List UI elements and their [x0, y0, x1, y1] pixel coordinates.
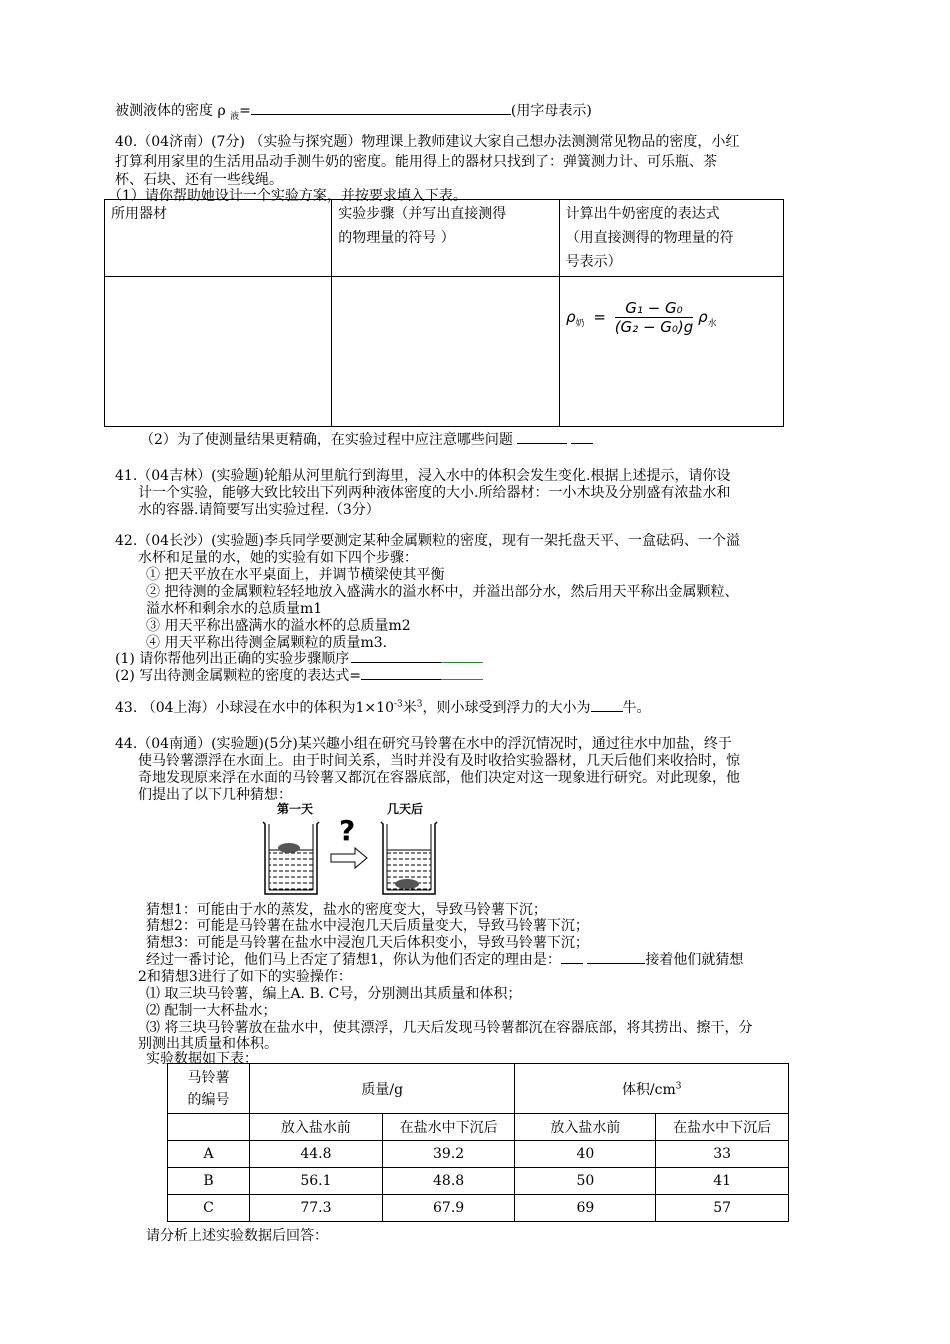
reason-blank1[interactable] [561, 963, 583, 964]
th-id [168, 1064, 250, 1114]
q42-step1: ① 把天平放在水平桌面上，并调节横梁使其平衡 [146, 567, 445, 583]
guess2: 猜想2：可能是马铃薯在盐水中浸泡几天后质量变大，导致马铃薯下沉； [146, 918, 589, 934]
reason-blank2[interactable] [587, 963, 645, 964]
eq: = [239, 103, 251, 119]
h2a: 实验步骤（并写出直接测得 [338, 206, 507, 222]
th-id1: 马铃薯 [187, 1069, 230, 1086]
cell: 33 [656, 1141, 789, 1168]
beaker-right [381, 822, 437, 894]
cell-equipment[interactable] [105, 277, 332, 427]
expr-blank[interactable] [361, 679, 441, 680]
h2b: 的物理量的符号 ） [338, 230, 455, 246]
potato-data-table [167, 1063, 789, 1222]
q42-step2: ② 把待测的金属颗粒轻轻地放入盛满水的溢水杯中，并溢出部分水，然后用天平称出金属颗粒、 [146, 584, 739, 600]
q43 [115, 697, 651, 717]
rho-water-sub: 水 [707, 319, 717, 329]
q43-sup2: 3 [416, 699, 423, 710]
cell: B [168, 1168, 250, 1195]
q43-unit: 牛。 [622, 700, 651, 716]
q42-line1: 42.（04长沙）(实验题)李兵同学要测定某种金属颗粒的密度，现有一架托盘天平、一盒砝码、一个溢 [115, 533, 741, 549]
h3b: （用直接测得的物理量的符 [565, 230, 734, 246]
guess3: 猜想3：可能是马铃薯在盐水中浸泡几天后体积变小，导致马铃薯下沉； [146, 935, 589, 951]
q44-line2: 使马铃薯漂浮在水面上。由于时间关系，当时并没有及时收拾实验器材，几天后他们来收拾时，惊 [138, 753, 740, 769]
q40-line3: 杯、石块、还有一些线绳。 [115, 172, 283, 188]
q40-line2: 打算利用家里的生活用品动手测牛奶的密度。能用得上的器材只找到了：弹簧测力计、可乐瓶、茶 [115, 154, 717, 170]
q42-ask2 [115, 665, 483, 685]
th-sub: 放入盐水前 [250, 1114, 383, 1141]
header-equipment [105, 200, 332, 277]
numerator: G₁ − G₀ [615, 299, 694, 318]
q43-mid: 米 [402, 700, 417, 716]
potato-beaker-figure [255, 800, 455, 900]
q44-line3: 奇地发现原来浮在水面的马铃薯又都沉在容器底部，他们决定对这一现象进行研究。对此现象，他 [138, 770, 740, 786]
cell: 50 [515, 1168, 656, 1195]
rho: ρ [566, 308, 576, 326]
q43-sup: -3 [393, 699, 403, 710]
question-mark: ? [339, 814, 356, 847]
fig-label-later: 几天后 [387, 802, 424, 816]
cell-steps[interactable] [332, 277, 559, 427]
table-row [168, 1168, 789, 1195]
potato-floating [278, 843, 300, 853]
q44-line1: 44.（04南通）(实验题)(5分)某兴趣小组在研究马铃薯在水中的浮沉情况时，通过往水中加盐，终于 [115, 736, 732, 752]
cell: A [168, 1141, 250, 1168]
th-mass: 质量/g [250, 1064, 515, 1114]
milk-density-formula: $\rho_奶$ = $\frac{\text{G₁ − G₀}}{\text{(G₂ − G₀)g}}$ $\rho_水$ [566, 299, 717, 336]
cell: 48.8 [382, 1168, 515, 1195]
h3a: 计算出牛奶密度的表达式 [565, 206, 720, 222]
th-vol-text: 体积/cm [621, 1081, 676, 1098]
order-blank[interactable] [351, 662, 441, 663]
arrow [331, 848, 367, 868]
header-expression [559, 200, 783, 277]
closing-line: 请分析上述实验数据后回答： [146, 1228, 328, 1244]
beaker-left [263, 822, 319, 894]
op2: ⑵ 配制一大杯盐水； [146, 1003, 277, 1019]
th-sub: 在盐水中下沉后 [656, 1114, 789, 1141]
th-id2: 的编号 [187, 1091, 230, 1108]
op3: ⑶ 将三块马铃薯放在盐水中，使其漂浮，几天后发现马铃薯都沉在容器底部，将其捞出、擦干，分 [146, 1020, 753, 1036]
table-row [168, 1141, 789, 1168]
ask2-text: (2) 写出待测金属颗粒的密度的表达式= [115, 668, 362, 684]
cell: 57 [656, 1195, 789, 1222]
q41-line1: 41.（04吉林）(实验题)轮船从河里航行到海里，浸入水中的体积会发生变化.根据上述提示，请你设 [115, 468, 731, 484]
cell: 41 [656, 1168, 789, 1195]
q41-line2: 计一个实验，能够大致比较出下列两种液体密度的大小.所给器材：一小木块及分别盛有浓盐水和 [138, 485, 731, 501]
rho-water: ρ [698, 308, 708, 326]
buoyancy-blank[interactable] [591, 711, 623, 712]
table-row [168, 1195, 789, 1222]
cell: C [168, 1195, 250, 1222]
line-text: 被测液体的密度 ρ [115, 103, 231, 119]
line-sub: 液 [230, 111, 240, 122]
table-caption: 实验数据如下表： [146, 1051, 258, 1067]
green-mark2 [441, 679, 483, 680]
q40-line1: 40.（04济南）(7分) （实验与探究题）物理课上教师建议大家自己想办法测测常见物品的密度，小红 [115, 134, 740, 150]
q41-line3: 水的容器.请简要写出实验过程.（3分） [138, 502, 380, 518]
potato-sunk [395, 879, 419, 889]
paren-note: (用字母表示) [510, 103, 592, 119]
d1-text: 经过一番讨论，他们马上否定了猜想1，你认为他们否定的理由是： [146, 952, 561, 968]
h1-text: 所用器材 [111, 206, 167, 222]
ask1-text: (1) 请你帮他列出正确的实验步骤顺序 [115, 651, 350, 667]
q42-step2b: 溢水杯和剩余水的总质量m1 [146, 601, 323, 617]
cell: 39.2 [382, 1141, 515, 1168]
q42-step4: ④ 用天平称出待测金属颗粒的质量m3. [146, 635, 388, 651]
green-mark [441, 662, 483, 663]
h3c: 号表示） [565, 254, 622, 270]
header-steps [332, 200, 559, 277]
q40-l5-text: （2）为了使测量结果更精确，在实验过程中应注意哪些问题 [140, 432, 513, 448]
th-sub: 在盐水中下沉后 [382, 1114, 515, 1141]
q44-line4: 们提出了以下几种猜想： [138, 787, 292, 803]
th-empty [168, 1114, 250, 1141]
op1: ⑴ 取三块马铃薯，编上A. B. C号，分别测出其质量和体积； [146, 986, 522, 1002]
density-answer-line [115, 100, 592, 122]
cell: 56.1 [250, 1168, 383, 1195]
th-vol-sup: 3 [675, 1080, 682, 1091]
blank2[interactable] [571, 443, 593, 444]
op3b: 别测出其质量和体积。 [138, 1036, 278, 1052]
q43-post: ，则小球受到浮力的大小为 [422, 700, 591, 716]
th-sub: 放入盐水前 [515, 1114, 656, 1141]
blank[interactable] [517, 443, 567, 444]
cell: 69 [515, 1195, 656, 1222]
q40-line4: （1）请你帮助她设计一个实验方案，并按要求填入下表。 [108, 188, 467, 204]
answer-blank[interactable] [251, 114, 511, 115]
q43-pre: 43. （04上海）小球浸在水中的体积为1×10 [115, 700, 394, 716]
cell: 40 [515, 1141, 656, 1168]
q40-line5 [140, 429, 593, 449]
discussion2: 2和猜想3进行了如下的实验操作： [138, 969, 352, 985]
fig-label-day1: 第一天 [277, 802, 314, 816]
cell: 44.8 [250, 1141, 383, 1168]
q42-step3: ③ 用天平称出盛满水的溢水杯的总质量m2 [146, 618, 411, 634]
cell: 67.9 [382, 1195, 515, 1222]
rho-sub: 奶 [575, 319, 585, 329]
d1b-text: 接着他们就猜想 [645, 952, 744, 968]
q42-line2: 水杯和足量的水，她的实验有如下四个步骤： [138, 550, 418, 566]
cell: 77.3 [250, 1195, 383, 1222]
beakers-svg [255, 814, 455, 900]
guess1: 猜想1：可能由于水的蒸发，盐水的密度变大，导致马铃薯下沉； [146, 902, 547, 918]
denominator: (G₂ − G₀)g [614, 318, 694, 336]
th-volume [515, 1064, 789, 1114]
fraction [615, 299, 694, 336]
